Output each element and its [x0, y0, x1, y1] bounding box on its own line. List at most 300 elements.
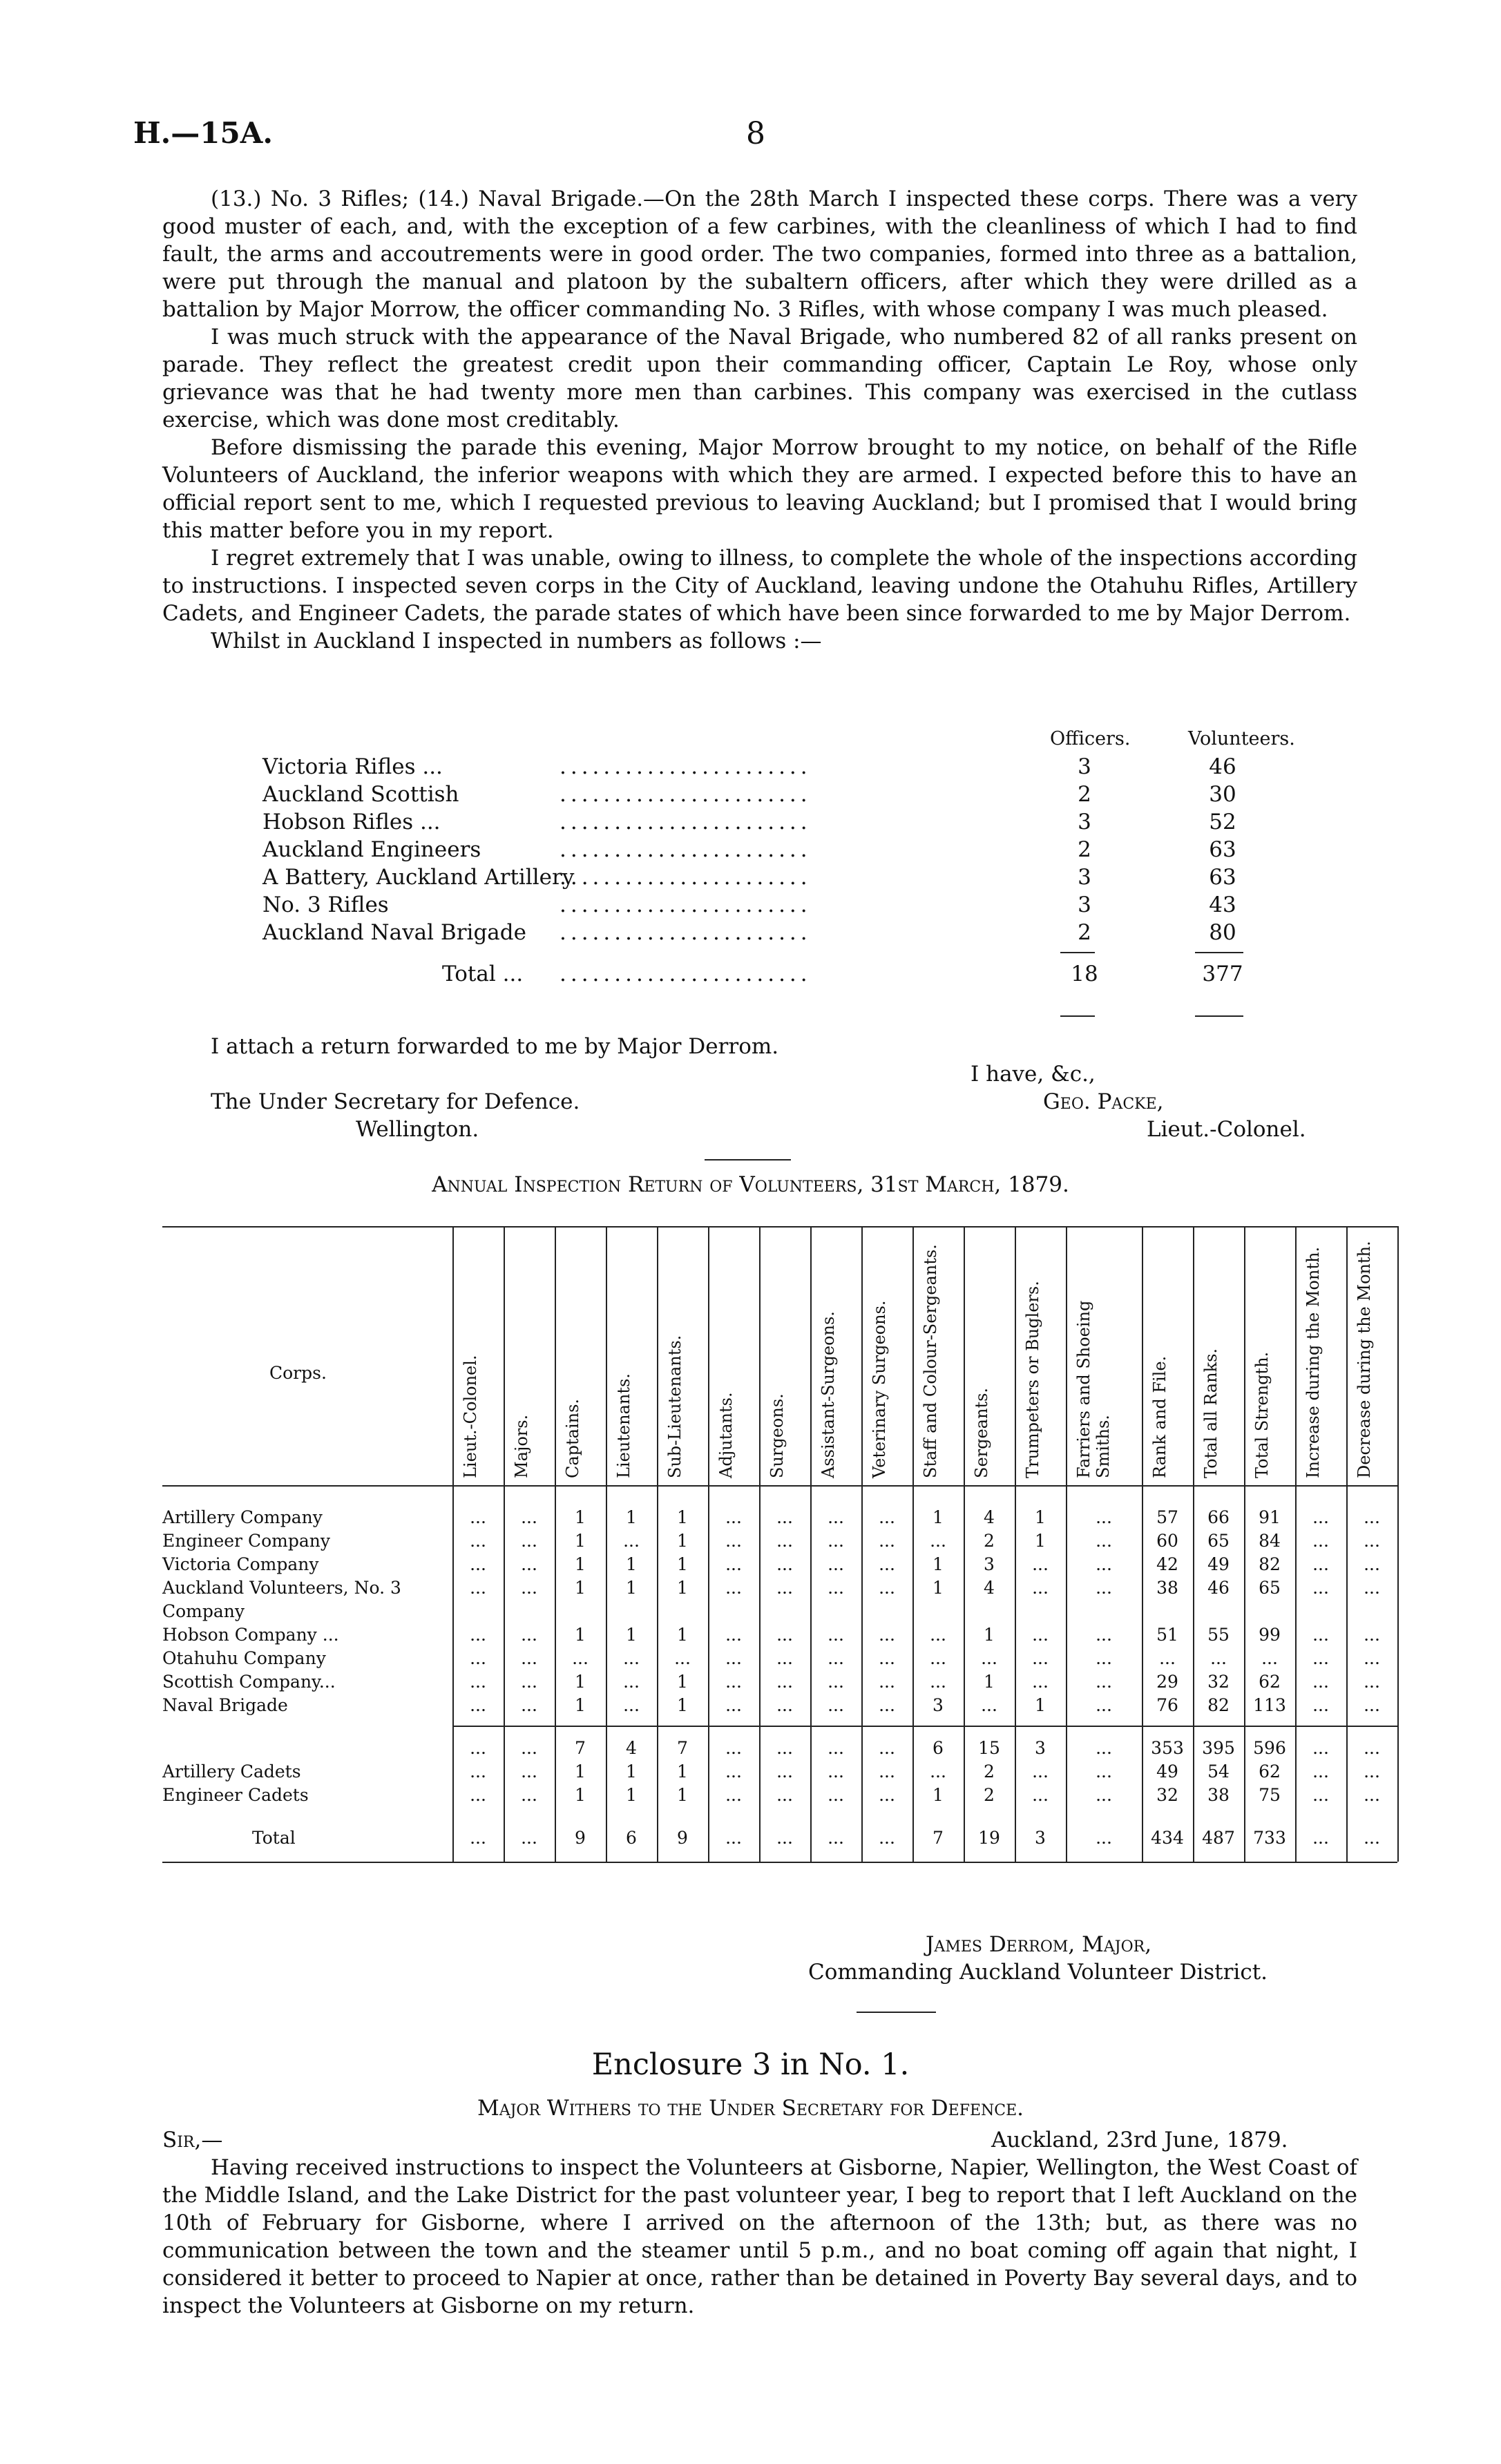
column-header: Lieutenants. — [614, 1373, 633, 1478]
inspection-total-label: Total ... — [442, 962, 524, 986]
corps-name: Engineer Cadets — [162, 1785, 309, 1805]
table-row-cell: 38 — [1156, 1578, 1178, 1598]
table-row-cell: ... — [470, 1531, 486, 1551]
salutation: Sir,— — [162, 2128, 223, 2152]
inspection-list-header — [262, 725, 1299, 753]
table-row-cell: ... — [470, 1695, 486, 1715]
corps-name: Scottish Company... — [162, 1672, 336, 1692]
table-row-cell: 51 — [1156, 1625, 1178, 1645]
table-row-cell: ... — [879, 1554, 895, 1574]
cadet-row-cell: ... — [879, 1785, 895, 1805]
inspection-officers: 2 — [1078, 782, 1091, 807]
table-row-cell: ... — [725, 1578, 742, 1598]
table-row-cell: ... — [776, 1531, 793, 1551]
subtotal-row-cell: 353 — [1151, 1738, 1184, 1758]
table-row-cell: ... — [1364, 1695, 1380, 1715]
document-code: H.—15A. — [133, 116, 273, 150]
total-row-cell: ... — [725, 1828, 742, 1848]
cadet-row-cell: 2 — [984, 1761, 995, 1782]
table-row-cell: ... — [981, 1695, 997, 1715]
cadet-row-cell: ... — [828, 1785, 844, 1805]
cadet-row-cell: ... — [470, 1785, 486, 1805]
cadet-row-cell: ... — [1312, 1761, 1329, 1782]
table-row-cell: 1 — [677, 1625, 688, 1645]
column-header: Rank and File. — [1150, 1355, 1169, 1478]
table-row-cell: ... — [879, 1648, 895, 1668]
table-row-cell: ... — [828, 1625, 844, 1645]
cadet-row-cell: ... — [521, 1761, 537, 1782]
table-row-cell: ... — [521, 1531, 537, 1551]
table-row-cell: ... — [1312, 1648, 1329, 1668]
leader-dots: ....................... — [560, 865, 812, 890]
addressee-city: Wellington. — [356, 1117, 479, 1142]
total-row-cell: 7 — [933, 1828, 944, 1848]
table-row-cell: 1 — [677, 1507, 688, 1527]
table-row-cell: 3 — [984, 1554, 995, 1574]
inspection-volunteers: 46 — [1209, 754, 1236, 779]
inspection-total-volunteers: 377 — [1202, 962, 1243, 986]
inspection-officers: 3 — [1078, 754, 1091, 779]
cadet-row-cell: 1 — [933, 1785, 944, 1805]
table-row-cell: ... — [1032, 1648, 1049, 1668]
paragraph-weapons: Before dismissing the parade this evening, Major Morrow brought to my notice, on behalf of the Rifle Volunteers of Auckland, the inferior weapons with which they are armed. I expected before this to have an official report sent to me, which I requested previous to leaving Auckland; but I promised that I would bring this matter before you in my report. — [162, 435, 1357, 543]
place-date: Auckland, 23rd June, 1879. — [991, 2128, 1288, 2152]
table-row-cell: 82 — [1259, 1554, 1281, 1574]
table-row-cell: ... — [725, 1625, 742, 1645]
table-row-cell: 66 — [1207, 1507, 1230, 1527]
table-row-cell: ... — [879, 1695, 895, 1715]
cadet-row-cell: ... — [1096, 1761, 1112, 1782]
leader-dots: ....................... — [560, 754, 812, 779]
table-row-cell: 113 — [1253, 1695, 1286, 1715]
table-row-cell: ... — [1312, 1507, 1329, 1527]
total-row-cell: 9 — [677, 1828, 688, 1848]
table-row-cell: ... — [521, 1507, 537, 1527]
table-row-cell: ... — [1210, 1648, 1227, 1668]
paragraph-regret: I regret extremely that I was unable, owing to illness, to complete the whole of the inspections according to instructions. I inspected seven corps in the City of Auckland, leaving undone the Otahuhu Rifles, Artillery Cadets, and Engineer Cadets, the parade states of which have been since forwarded to me by Major Derrom. — [162, 546, 1357, 626]
column-header: Captains. — [563, 1398, 582, 1478]
table-row-cell: ... — [1312, 1625, 1329, 1645]
table-row-cell: ... — [521, 1625, 537, 1645]
total-row-cell: 19 — [978, 1828, 1000, 1848]
table-row-cell: 29 — [1156, 1672, 1178, 1692]
table-row-cell: 1 — [677, 1578, 688, 1598]
table-row-cell: 55 — [1207, 1625, 1230, 1645]
table-row-cell: 1 — [933, 1554, 944, 1574]
table-row-cell: 65 — [1259, 1578, 1281, 1598]
table-row-cell: ... — [828, 1672, 844, 1692]
subtotal-row-cell: ... — [1096, 1738, 1112, 1758]
subtotal-row-cell: 6 — [933, 1738, 944, 1758]
enclosure-subtitle: Major Withers to the Under Secretary for Defence. — [477, 2096, 1024, 2121]
table-row-cell: 84 — [1259, 1531, 1281, 1551]
addressee-line: The Under Secretary for Defence. — [211, 1089, 580, 1114]
inspection-corps: A Battery, Auckland Artillery — [262, 865, 575, 890]
table-row-cell: ... — [1364, 1672, 1380, 1692]
corps-name: Artillery Cadets — [162, 1761, 301, 1782]
paragraph-13-14: (13.) No. 3 Rifles; (14.) Naval Brigade.—On the 28th March I inspected these corps. There was a very good muster of each, and, with the exception of a few carbines, with the cleanliness of which I had to find fault, the arms and accoutrements were in good order. The two companies, formed into three as a battalion, were put through the manual and platoon by the subaltern officers, after which they were drilled as a battalion by Major Morrow, the officer commanding No. 3 Rifles, with whose company I was much pleased. — [162, 187, 1357, 322]
table-row-cell: ... — [623, 1531, 640, 1551]
inspection-row — [262, 781, 1299, 808]
inspection-corps: Hobson Rifles ... — [262, 810, 441, 834]
return-signer: James Derrom, Major, — [926, 1932, 1152, 1957]
table-row-cell: 1 — [933, 1578, 944, 1598]
inspection-row — [262, 808, 1299, 836]
inspection-volunteers: 43 — [1209, 892, 1236, 917]
inspection-row — [262, 753, 1299, 781]
table-row-cell: ... — [828, 1648, 844, 1668]
table-row-cell: ... — [879, 1672, 895, 1692]
cadet-row-cell: 49 — [1156, 1761, 1178, 1782]
table-row-cell: 1 — [575, 1507, 586, 1527]
corps-name: Victoria Company — [162, 1554, 319, 1574]
table-row-cell: 1 — [677, 1672, 688, 1692]
inspection-corps: Auckland Naval Brigade — [262, 920, 526, 945]
table-row-cell: 1 — [626, 1554, 637, 1574]
table-row-cell: 1 — [1035, 1695, 1046, 1715]
table-row-cell: ... — [828, 1578, 844, 1598]
table-row-cell: ... — [1312, 1554, 1329, 1574]
cadet-row-cell: ... — [776, 1761, 793, 1782]
table-row-cell: ... — [572, 1648, 589, 1668]
table-top-rule — [162, 1226, 1397, 1228]
column-header: Majors. — [512, 1414, 531, 1478]
cadet-row-cell: ... — [1032, 1785, 1049, 1805]
cadet-row-cell: ... — [725, 1785, 742, 1805]
inspection-row — [262, 863, 1299, 891]
table-row-cell: ... — [879, 1531, 895, 1551]
column-header: Sub-Lieutenants. — [665, 1335, 685, 1478]
table-row-cell: ... — [1312, 1578, 1329, 1598]
table-row-cell: ... — [725, 1554, 742, 1574]
table-row-cell: ... — [470, 1578, 486, 1598]
corps-name: Auckland Volunteers, No. 3 Company — [162, 1578, 401, 1621]
table-row-cell: ... — [930, 1672, 946, 1692]
subtotal-rule — [452, 1726, 1397, 1727]
subtotal-row-cell: ... — [725, 1738, 742, 1758]
paragraph-naval-brigade: I was much struck with the appearance of the Naval Brigade, who numbered 82 of all ranks present on parade. They reflect the greatest credit upon their commanding officer, Captain Le Roy, whose only grievance was that he had twenty more men than carbines. This company was exercised in the cutlass exercise, which was done most creditably. — [162, 325, 1357, 432]
inspection-corps: Auckland Scottish — [262, 782, 459, 807]
table-row-cell: ... — [879, 1507, 895, 1527]
cadet-row-cell: ... — [879, 1761, 895, 1782]
table-row-cell: 1 — [626, 1578, 637, 1598]
paragraph-whilst: Whilst in Auckland I inspected in numbers as follows :— — [211, 629, 822, 653]
table-row-cell: 82 — [1207, 1695, 1230, 1715]
cadet-row-cell: ... — [776, 1785, 793, 1805]
table-row-cell: ... — [725, 1531, 742, 1551]
table-row-cell: 1 — [575, 1695, 586, 1715]
table-row-cell: ... — [623, 1672, 640, 1692]
cadet-row-cell: ... — [1096, 1785, 1112, 1805]
leader-dots: ....................... — [560, 810, 812, 834]
section-rule — [857, 2012, 936, 2013]
subtotal-row-cell: 7 — [677, 1738, 688, 1758]
inspection-return-table — [162, 1226, 1380, 1889]
enclosure-title: Enclosure 3 in No. 1. — [591, 2047, 910, 2082]
total-row-cell: ... — [470, 1828, 486, 1848]
table-row-cell: ... — [1364, 1578, 1380, 1598]
inspection-officers: 3 — [1078, 810, 1091, 834]
table-row-cell: ... — [1096, 1648, 1112, 1668]
total-row-cell: ... — [828, 1828, 844, 1848]
table-row-cell: ... — [725, 1507, 742, 1527]
table-row-cell: ... — [776, 1625, 793, 1645]
inspection-row — [262, 836, 1299, 863]
table-row-cell: 1 — [1035, 1531, 1046, 1551]
total-row-cell: 487 — [1202, 1828, 1235, 1848]
column-header: Veterinary Surgeons. — [870, 1300, 889, 1478]
cadet-row-cell: ... — [828, 1761, 844, 1782]
table-row-cell: ... — [1096, 1672, 1112, 1692]
table-row-cell: ... — [1032, 1672, 1049, 1692]
total-row-cell: 6 — [626, 1828, 637, 1848]
letter-body — [162, 185, 1357, 655]
table-row-cell: ... — [1096, 1507, 1112, 1527]
table-row-cell: ... — [674, 1648, 691, 1668]
table-row-cell: ... — [521, 1672, 537, 1692]
table-row-cell: ... — [1096, 1625, 1112, 1645]
inspection-volunteers: 63 — [1209, 865, 1236, 890]
inspection-volunteers: 80 — [1209, 920, 1236, 945]
table-row-cell: 32 — [1207, 1672, 1230, 1692]
cadet-row-cell: ... — [1364, 1785, 1380, 1805]
subtotal-row-cell: ... — [470, 1738, 486, 1758]
cadet-row-cell: 1 — [626, 1785, 637, 1805]
table-row-cell: ... — [776, 1648, 793, 1668]
cadet-row-cell: 2 — [984, 1785, 995, 1805]
subtotal-row-cell: 596 — [1253, 1738, 1286, 1758]
column-header: Trumpeters or Buglers. — [1023, 1281, 1042, 1478]
table-row-cell: ... — [521, 1578, 537, 1598]
signer-name: Geo. Packe, — [1043, 1089, 1164, 1114]
table-row-cell: ... — [725, 1648, 742, 1668]
corps-header: Corps. — [269, 1363, 327, 1383]
table-row-cell: 57 — [1156, 1507, 1178, 1527]
table-row-cell: ... — [1032, 1625, 1049, 1645]
table-row-cell: ... — [521, 1554, 537, 1574]
table-row-cell: ... — [1261, 1648, 1278, 1668]
table-row-cell: ... — [1032, 1578, 1049, 1598]
table-row-cell: 1 — [984, 1672, 995, 1692]
column-header: Staff and Colour-Sergeants. — [921, 1244, 940, 1478]
inspection-officers: 3 — [1078, 892, 1091, 917]
subtotal-row-cell: ... — [776, 1738, 793, 1758]
column-header: Total all Ranks. — [1201, 1348, 1221, 1478]
leader-dots: ....................... — [560, 837, 812, 862]
rule — [1060, 952, 1095, 953]
table-row-cell: ... — [623, 1695, 640, 1715]
corps-name: Naval Brigade — [162, 1695, 288, 1715]
table-row-cell: ... — [470, 1648, 486, 1668]
table-row-cell: ... — [521, 1695, 537, 1715]
table-row-cell: ... — [1096, 1554, 1112, 1574]
column-header: Increase during the Month. — [1303, 1246, 1323, 1478]
column-header: Decrease during the Month. — [1355, 1241, 1374, 1478]
total-label: Total — [252, 1828, 296, 1848]
signer-rank: Lieut.-Colonel. — [1147, 1117, 1306, 1142]
column-rule — [1397, 1226, 1399, 1862]
subtotal-row-cell: ... — [1312, 1738, 1329, 1758]
total-row-cell: ... — [1364, 1828, 1380, 1848]
table-row-cell: ... — [1032, 1554, 1049, 1574]
inspection-list — [262, 725, 1299, 988]
cadet-row-cell: ... — [1312, 1785, 1329, 1805]
table-row-cell: 3 — [933, 1695, 944, 1715]
corps-name: Artillery Company — [162, 1507, 323, 1527]
cadet-row-cell: ... — [930, 1761, 946, 1782]
subtotal-row-cell: ... — [879, 1738, 895, 1758]
table-row-cell: ... — [470, 1672, 486, 1692]
table-row-cell: ... — [1312, 1531, 1329, 1551]
leader-dots: ....................... — [560, 920, 812, 945]
cadet-row-cell: 32 — [1156, 1785, 1178, 1805]
total-row-cell: ... — [1312, 1828, 1329, 1848]
page-number: 8 — [746, 116, 765, 151]
corps-name: Hobson Company ... — [162, 1625, 339, 1645]
table-row-cell: ... — [776, 1507, 793, 1527]
corps-name: Otahuhu Company — [162, 1648, 326, 1668]
rule — [1060, 1015, 1095, 1017]
inspection-officers: 3 — [1078, 865, 1091, 890]
inspection-volunteers: 30 — [1209, 782, 1236, 807]
cadet-row-cell: 54 — [1207, 1761, 1230, 1782]
subtotal-row-cell: 7 — [575, 1738, 586, 1758]
table-row-cell: ... — [776, 1578, 793, 1598]
column-header: Assistant-Surgeons. — [819, 1311, 838, 1478]
leader-dots: ....................... — [560, 782, 812, 807]
column-header: Adjutants. — [716, 1392, 736, 1478]
volunteers-header: Volunteers. — [1188, 728, 1295, 749]
subtotal-row-cell: 3 — [1035, 1738, 1046, 1758]
total-row-cell: 3 — [1035, 1828, 1046, 1848]
cadet-row-cell: ... — [1032, 1761, 1049, 1782]
table-row-cell: ... — [776, 1672, 793, 1692]
closing-line: I have, &c., — [971, 1062, 1096, 1087]
table-row-cell: 1 — [575, 1578, 586, 1598]
table-row-cell: 62 — [1259, 1672, 1281, 1692]
corps-name: Engineer Company — [162, 1531, 330, 1551]
table-header-rule — [162, 1485, 1397, 1487]
table-row-cell: ... — [725, 1672, 742, 1692]
table-row-cell: ... — [828, 1695, 844, 1715]
subtotal-row-cell: ... — [1364, 1738, 1380, 1758]
table-row-cell: ... — [828, 1531, 844, 1551]
total-row-cell: 9 — [575, 1828, 586, 1848]
table-row-cell: ... — [879, 1625, 895, 1645]
section-rule — [705, 1159, 791, 1161]
table-row-cell: ... — [1312, 1672, 1329, 1692]
total-row-cell: 733 — [1253, 1828, 1286, 1848]
table-row-cell: 1 — [575, 1672, 586, 1692]
total-row-cell: 434 — [1151, 1828, 1184, 1848]
cadet-row-cell: 1 — [626, 1761, 637, 1782]
table-row-cell: ... — [776, 1554, 793, 1574]
table-row-cell: 99 — [1259, 1625, 1281, 1645]
table-row-cell: ... — [1096, 1578, 1112, 1598]
table-row-cell: ... — [1364, 1648, 1380, 1668]
inspection-corps: No. 3 Rifles — [262, 892, 389, 917]
table-row-cell: ... — [1364, 1625, 1380, 1645]
table-row-cell: 4 — [984, 1578, 995, 1598]
column-header: Sergeants. — [972, 1387, 991, 1478]
rule — [1195, 1015, 1243, 1017]
total-row-cell: ... — [776, 1828, 793, 1848]
table-bottom-rule — [162, 1862, 1397, 1863]
table-row-cell: 1 — [1035, 1507, 1046, 1527]
table-row-cell: 1 — [677, 1554, 688, 1574]
cadet-row-cell: 38 — [1207, 1785, 1230, 1805]
table-row-cell: 65 — [1207, 1531, 1230, 1551]
table-row-cell: 1 — [677, 1695, 688, 1715]
leader-dots: ....................... — [560, 892, 812, 917]
column-header: Total Strength. — [1252, 1351, 1272, 1478]
table-row-cell: 1 — [677, 1531, 688, 1551]
total-row-cell: ... — [521, 1828, 537, 1848]
table-row-cell: ... — [1364, 1531, 1380, 1551]
cadet-row-cell: ... — [1364, 1761, 1380, 1782]
table-row-cell: ... — [1159, 1648, 1176, 1668]
table-row-cell: ... — [1096, 1695, 1112, 1715]
column-header: Farriers and Shoeing Smiths. — [1074, 1300, 1113, 1478]
return-title: Annual Inspection Return of Volunteers, 31st March, 1879. — [432, 1172, 1069, 1197]
table-row-cell: ... — [521, 1648, 537, 1668]
table-row-cell: ... — [981, 1648, 997, 1668]
attach-line: I attach a return forwarded to me by Major Derrom. — [211, 1034, 779, 1059]
table-row-cell: 76 — [1156, 1695, 1178, 1715]
table-row-cell: 2 — [984, 1531, 995, 1551]
rule — [1195, 952, 1243, 953]
inspection-volunteers: 63 — [1209, 837, 1236, 862]
inspection-row — [262, 891, 1299, 919]
cadet-row-cell: 1 — [575, 1761, 586, 1782]
column-header: Surgeons. — [767, 1393, 787, 1478]
table-row-cell: ... — [623, 1648, 640, 1668]
inspection-officers: 2 — [1078, 920, 1091, 945]
inspection-total-officers: 18 — [1071, 962, 1098, 986]
inspection-total-row — [262, 960, 1299, 988]
subtotal-row-cell: 15 — [978, 1738, 1000, 1758]
table-row-cell: 1 — [984, 1625, 995, 1645]
cadet-row-cell: ... — [521, 1785, 537, 1805]
table-row-cell: 1 — [575, 1531, 586, 1551]
table-row-cell: 1 — [626, 1507, 637, 1527]
subtotal-row-cell: ... — [521, 1738, 537, 1758]
table-row-cell: 1 — [626, 1625, 637, 1645]
table-row-cell: ... — [1312, 1695, 1329, 1715]
column-header: Lieut.-Colonel. — [461, 1355, 480, 1478]
table-row-cell: ... — [1364, 1554, 1380, 1574]
table-row-cell: 4 — [984, 1507, 995, 1527]
enclosure-body: Having received instructions to inspect the Volunteers at Gisborne, Napier, Wellington, the West Coast of the Middle Island, and the Lake District for the past volunteer year, I beg to report that I left Auckland on the 10th of February for Gisborne, where I arrived on the afternoon of the 13th; but, as there was no communication between the town and the steamer until 5 p.m., and no boat coming off again that night, I considered it better to proceed to Napier at once, rather than be detained in Poverty Bay several days, and to inspect the Volunteers at Gisborne on my return. — [162, 2155, 1357, 2318]
table-row-cell: ... — [1096, 1531, 1112, 1551]
inspection-volunteers: 52 — [1209, 810, 1236, 834]
table-row-cell: ... — [1364, 1507, 1380, 1527]
cadet-row-cell: ... — [470, 1761, 486, 1782]
cadet-row-cell: 62 — [1259, 1761, 1281, 1782]
table-row-cell: 42 — [1156, 1554, 1178, 1574]
table-row-cell: ... — [828, 1554, 844, 1574]
enclosure-body-block — [162, 2154, 1357, 2320]
table-row-cell: ... — [470, 1507, 486, 1527]
return-signer-title: Commanding Auckland Volunteer District. — [808, 1960, 1268, 1985]
subtotal-row-cell: 4 — [626, 1738, 637, 1758]
table-row-cell: 49 — [1207, 1554, 1230, 1574]
table-row-cell: 1 — [575, 1554, 586, 1574]
subtotal-row-cell: 395 — [1202, 1738, 1235, 1758]
inspection-corps: Victoria Rifles ... — [262, 754, 443, 779]
table-row-cell: ... — [930, 1531, 946, 1551]
inspection-officers: 2 — [1078, 837, 1091, 862]
